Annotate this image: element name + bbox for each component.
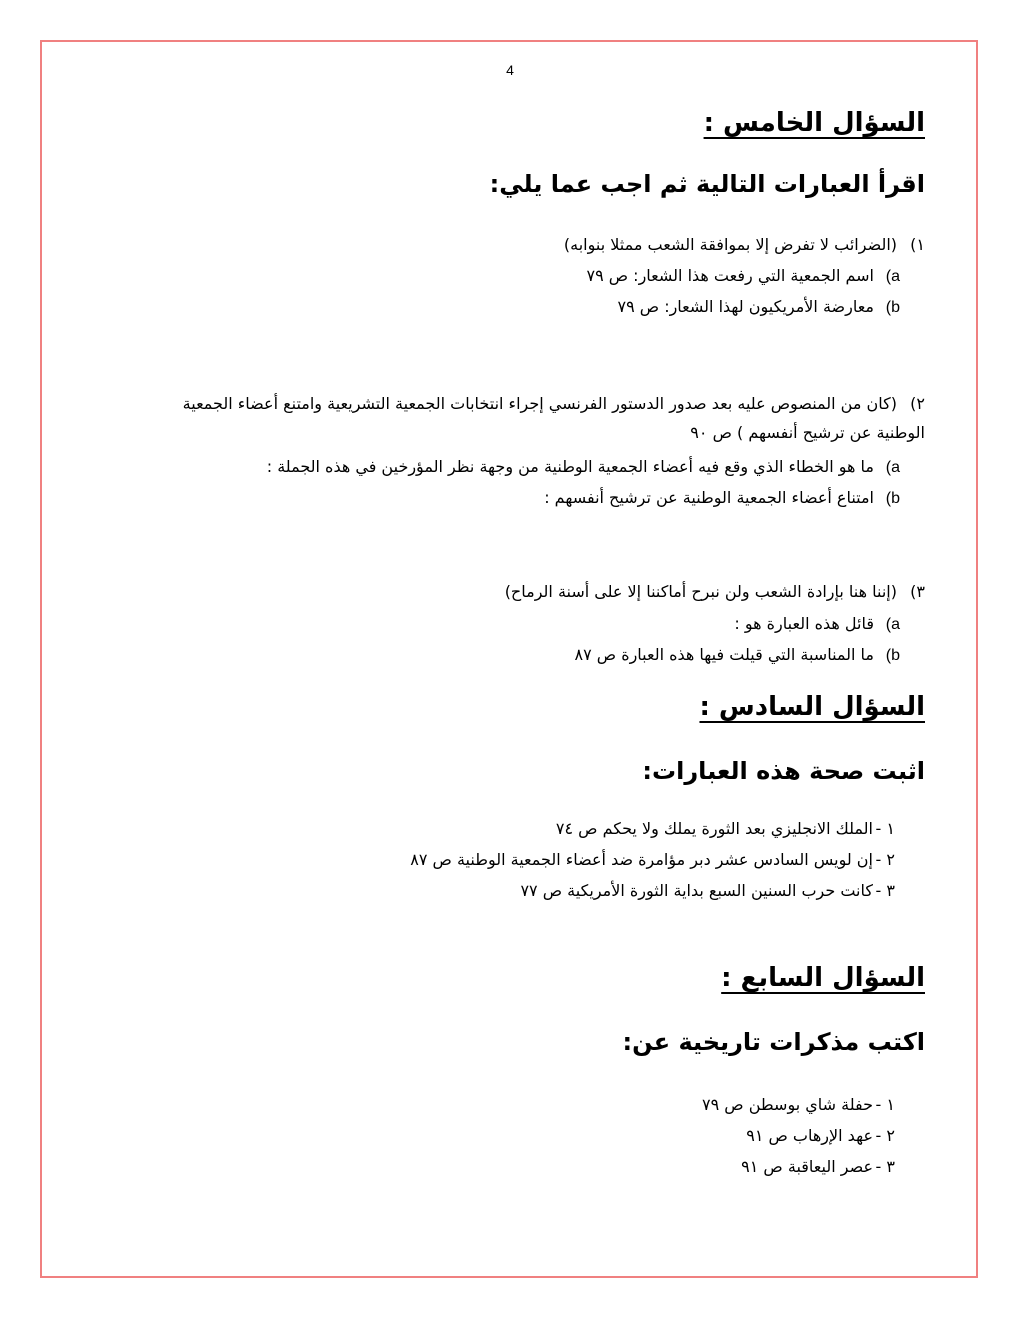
- line-number: ٣ -: [875, 881, 895, 900]
- sub-label: b): [885, 647, 900, 664]
- q6-line-1: [556, 813, 895, 844]
- q6-line-3: [520, 875, 895, 906]
- sub-text: قائل هذه العبارة هو :: [734, 614, 874, 633]
- item-text: (كان من المنصوص عليه بعد صدور الدستور الفرنسي إجراء انتخابات الجمعية التشريعية وامتنع أعضاء الجمعية الوطنية عن ترشيح أنفسهم ) ص ٩٠: [182, 394, 925, 442]
- q5-item-2-sub-b: [544, 482, 900, 514]
- line-number: ٢ -: [875, 1126, 895, 1145]
- sub-text: اسم الجمعية التي رفعت هذا الشعار: ص ٧٩: [586, 266, 874, 285]
- q5-item-2: [130, 389, 925, 447]
- sub-label: b): [885, 299, 900, 316]
- item-text: (الضرائب لا تفرض إلا بموافقة الشعب ممثلا بنوابه): [563, 235, 897, 254]
- q7-title: السؤال السابع :: [721, 963, 925, 993]
- item-number: ٢): [910, 394, 925, 413]
- sub-label: a): [885, 268, 900, 285]
- sub-text: معارضة الأمريكيون لهذا الشعار: ص ٧٩: [617, 297, 874, 316]
- q5-item-3-sub-a: [734, 608, 900, 640]
- line-text: الملك الانجليزي بعد الثورة يملك ولا يحكم ص ٧٤: [555, 819, 873, 838]
- q5-item-2-sub-a: [267, 451, 900, 483]
- q7-line-1: [702, 1089, 895, 1120]
- q5-item-3: [505, 577, 925, 606]
- page-number: 4: [506, 62, 514, 78]
- q5-item-1-sub-b: [617, 291, 900, 323]
- line-text: حفلة شاي بوسطن ص ٧٩: [702, 1095, 873, 1114]
- item-number: ١): [910, 235, 925, 254]
- q6-line-2: [410, 844, 895, 875]
- sub-text: ما هو الخطاء الذي وقع فيه أعضاء الجمعية الوطنية من وجهة نظر المؤرخين في هذه الجملة :: [266, 457, 874, 476]
- q5-item-3-sub-b: [574, 639, 900, 671]
- line-text: إن لويس السادس عشر دبر مؤامرة ضد أعضاء الجمعية الوطنية ص ٨٧: [410, 850, 873, 869]
- sub-text: ما المناسبة التي قيلت فيها هذه العبارة ص ٨٧: [574, 645, 874, 664]
- item-number: ٣): [910, 582, 925, 601]
- sub-label: a): [885, 459, 900, 476]
- line-number: ١ -: [875, 1095, 895, 1114]
- item-text: (إننا هنا بإرادة الشعب ولن نبرح أماكننا إلا على أسنة الرماح): [504, 582, 897, 601]
- q6-instruction: اثبت صحة هذه العبارات:: [642, 757, 925, 785]
- line-text: عصر اليعاقبة ص ٩١: [741, 1157, 873, 1176]
- q7-line-3: [741, 1151, 895, 1182]
- line-number: ٢ -: [875, 850, 895, 869]
- sub-label: a): [885, 616, 900, 633]
- q5-instruction: اقرأ العبارات التالية ثم اجب عما يلي:: [489, 170, 925, 198]
- sub-label: b): [885, 490, 900, 507]
- line-number: ١ -: [875, 819, 895, 838]
- line-text: عهد الإرهاب ص ٩١: [746, 1126, 873, 1145]
- line-text: كانت حرب السنين السبع بداية الثورة الأمريكية ص ٧٧: [520, 881, 873, 900]
- q5-item-1-sub-a: [586, 260, 900, 292]
- q7-line-2: [746, 1120, 895, 1151]
- q5-item-1: [564, 230, 925, 259]
- line-number: ٣ -: [875, 1157, 895, 1176]
- q5-title: السؤال الخامس :: [703, 108, 925, 138]
- q7-instruction: اكتب مذكرات تاريخية عن:: [622, 1028, 925, 1056]
- sub-text: امتناع أعضاء الجمعية الوطنية عن ترشيح أنفسهم :: [544, 488, 874, 507]
- q6-title: السؤال السادس :: [699, 692, 925, 722]
